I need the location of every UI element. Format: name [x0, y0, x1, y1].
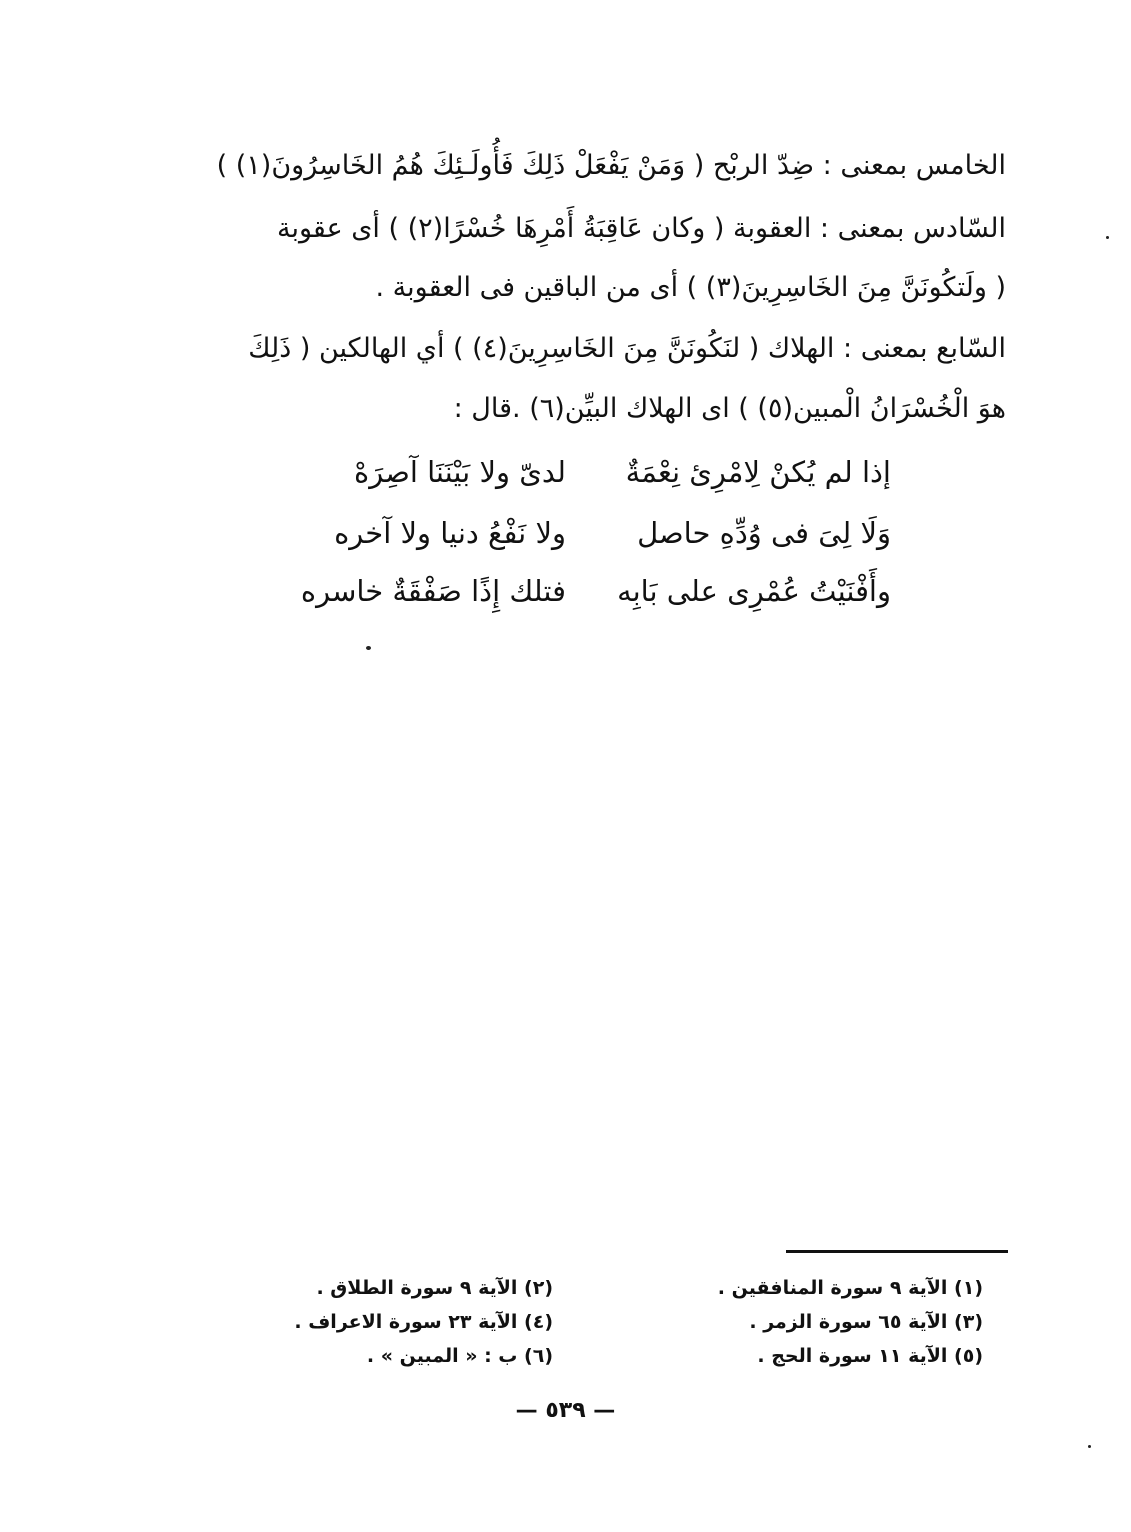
footnote-3: (٣) الآية ٦٥ سورة الزمر . [749, 1311, 983, 1333]
footnote-6: (٦) ب : « المبين » . [366, 1345, 553, 1367]
footnote-2: (٢) الآية ٩ سورة الطلاق . [316, 1277, 553, 1299]
footnote-5: (٥) الآية ١١ سورة الحج . [757, 1345, 983, 1367]
ink-speck [1106, 236, 1109, 239]
page-number: — ٥٣٩ — [515, 1398, 616, 1423]
ink-speck [366, 646, 371, 650]
verse-1-second-hemistich: لدىّ ولا بَيْنَنَا آصِرَهْ [354, 455, 566, 489]
body-line-1: الخامس بمعنى : ضِدّ الربْح ( وَمَنْ يَفْعَلْ ذَلِكَ فَأُولَـئِكَ هُمُ الخَاسِرُونَ(١) ) [216, 150, 1006, 181]
verse-1-first-hemistich: إذا لم يُكنْ لِامْرِئ نِعْمَةٌ [625, 455, 891, 489]
verse-2-second-hemistich: ولا نَفْعُ دنيا ولا آخره [334, 516, 566, 550]
body-line-2: السّادس بمعنى : العقوبة ( وكان عَاقِبَةُ أَمْرِهَا خُسْرًا(٢) ) أى عقوبة [276, 213, 1006, 244]
body-line-4: السّابع بمعنى : الهلاك ( لنَكُونَنَّ مِنَ الخَاسِرِينَ(٤) ) أي الهالكين ( ذَلِكَ [248, 333, 1006, 364]
body-line-3: ( ولَتكُونَنَّ مِنَ الخَاسِرِينَ(٣) ) أى من الباقين فى العقوبة . [375, 272, 1006, 303]
footnote-1: (١) الآية ٩ سورة المنافقين . [717, 1277, 983, 1299]
footnote-4: (٤) الآية ٢٣ سورة الاعراف . [294, 1311, 553, 1333]
footnote-separator [786, 1250, 1008, 1253]
verse-3-first-hemistich: وأَفْنَيْتُ عُمْرِى على بَابِه [617, 574, 891, 608]
ink-speck [1088, 1445, 1091, 1448]
body-line-5: هوَ الْخُسْرَانُ الْمبين(٥) ) اى الهلاك البيِّن(٦) .قال : [453, 393, 1006, 424]
verse-3-second-hemistich: فتلك إِذًا صَفْقَةٌ خاسره [300, 574, 566, 608]
verse-2-first-hemistich: وَلَا لِىَ فى وُدِّهِ حاصل [637, 516, 891, 550]
